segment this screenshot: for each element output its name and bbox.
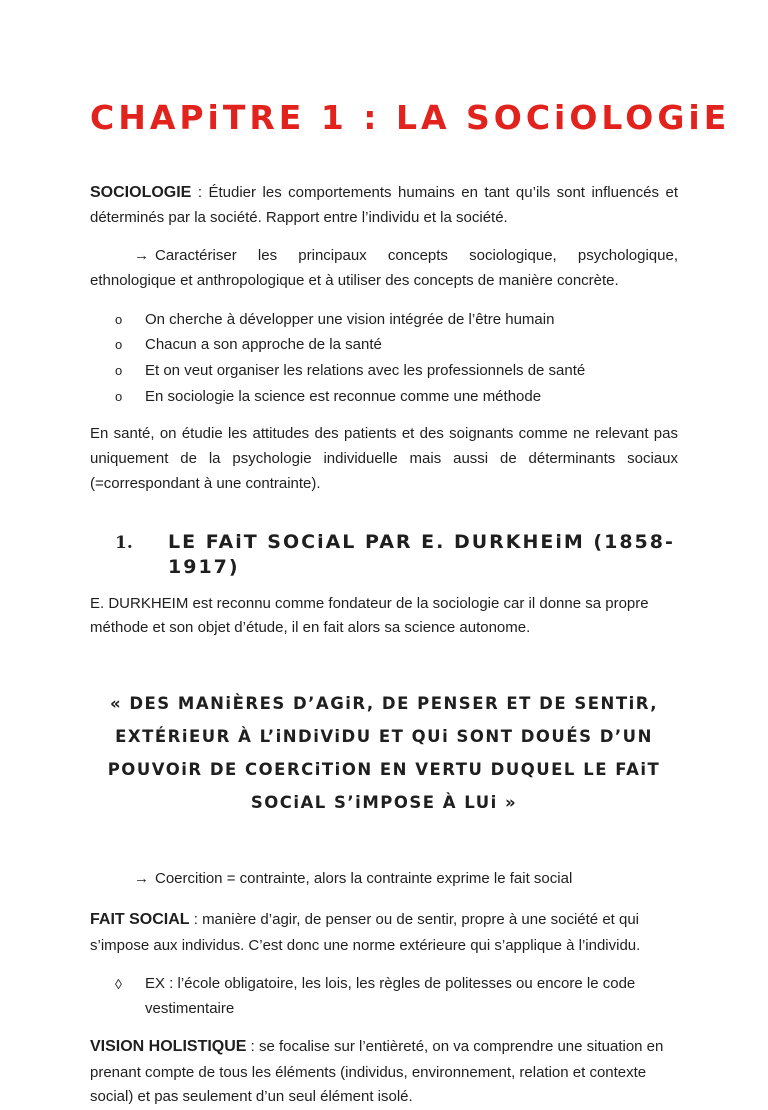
vision-holistique-term: VISION HOLISTIQUE [90,1038,247,1056]
list-item-text: En sociologie la science est reconnue comme une méthode [145,387,542,405]
fait-social-paragraph [90,907,678,958]
objective-paragraph [90,244,678,293]
circle-bullet-icon: o [115,362,123,378]
chapter-title: CHAPiTRE 1 : LA SOCiOLOGiE [90,98,731,137]
coercition-note-text: Coercition = contrainte, alors la contrainte exprime le fait social [155,869,573,887]
durkheim-paragraph: E. DURKHEIM est reconnu comme fondateur de la sociologie car il donne sa propre méthode et son objet d’étude, il en fait alors sa science autonome. [90,594,649,637]
list-item [115,308,678,333]
vision-holistique-paragraph [90,1034,678,1109]
list-item-text: Et on veut organiser les relations avec les professionnels de santé [145,361,586,379]
sociologie-definition-text: : Étudier les comportements humains en tant qu’ils sont influencés et déterminés par la société. Rapport entre l’individu et la société. [90,183,678,226]
arrow-icon: → [134,869,149,887]
sociologie-definition-paragraph [90,180,678,231]
durkheim-quote: « DES MANiÈRES D’AGiR, DE PENSER ET DE SENTiR, EXTÉRiEUR À L’iNDiViDU ET QUi SONT DOUÉS D’UN POUVOiR DE COERCiTiON EN VERTU DUQUEL LE FAiT SOCiAL S’iMPOSE À LUi » [107,693,661,812]
list-item [115,972,678,1021]
circle-bullet-icon: o [115,388,123,404]
list-item-text: On cherche à développer une vision intégrée de l’être humain [145,310,555,328]
list-item [115,359,678,384]
vision-holistique-definition-text: : se focalise sur l’entièreté, on va comprendre une situation en prenant compte de tous les éléments (individus, environnement, relation et contexte social) et pas seulement d’un seul élément isolé. [90,1038,664,1106]
example-list [90,972,678,1021]
section-number: 1. [115,533,133,554]
coercition-note [90,867,678,892]
circle-bullet-icon: o [115,311,123,327]
section-heading-text: LE FAiT SOCiAL PAR E. DURKHEiM (1858-1917) [168,531,675,578]
objective-text: Caractériser les principaux concepts sociologique, psychologique, ethnologique et anthropologique et à utiliser des concepts de manière concrète. [90,247,678,290]
circle-bullet-icon: o [115,337,123,353]
sociologie-term: SOCIOLOGIE [90,183,192,201]
list-item-text: Chacun a son approche de la santé [145,336,382,354]
sante-paragraph: En santé, on étudie les attitudes des patients et des soignants comme ne relevant pas uniquement de la psychologie individuelle mais aussi de déterminants sociaux (=correspondant à une contrainte). [90,425,678,492]
list-item [115,333,678,358]
arrow-icon: → [134,247,149,265]
list-item [115,385,678,410]
fait-social-term: FAIT SOCIAL [90,911,190,929]
intro-bullet-list [90,308,678,410]
section-1-heading [90,530,678,579]
diamond-bullet-icon: ◊ [115,976,122,993]
fait-social-definition-text: : manière d’agir, de penser ou de sentir, propre à une société et qui s’impose aux individus. C’est donc une norme extérieure qui s’applique à l’individu. [90,911,641,954]
example-text: EX : l’école obligatoire, les lois, les règles de politesses ou encore le code vestimentaire [145,975,636,1017]
